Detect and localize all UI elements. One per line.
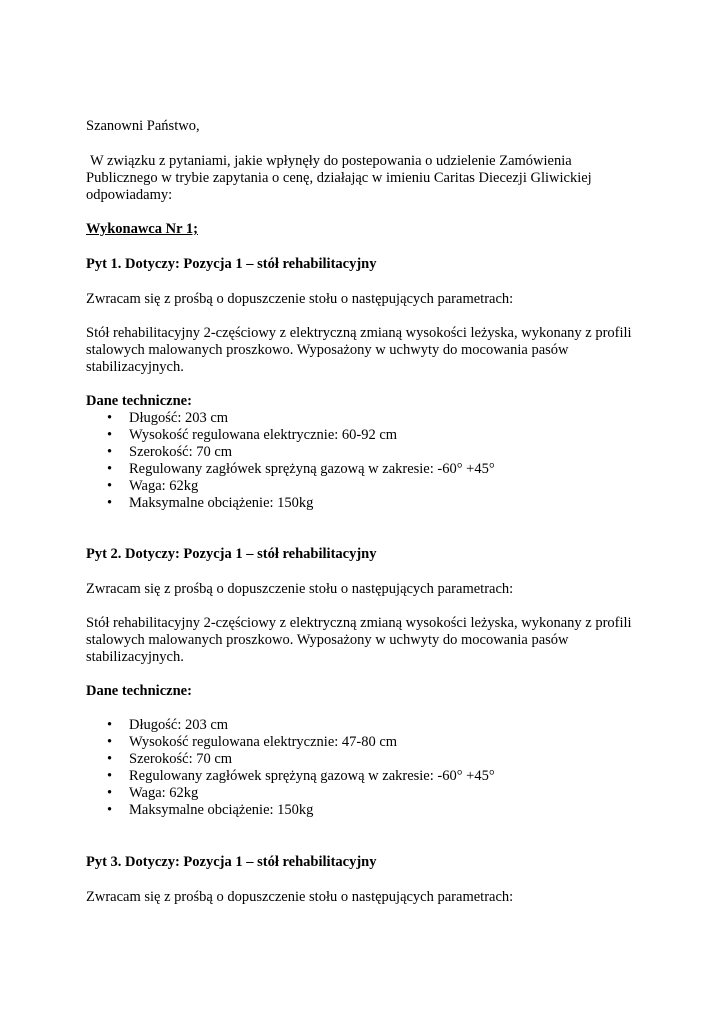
question-1	[86, 256, 686, 512]
bullet-icon: •	[107, 495, 113, 511]
spec-list	[86, 410, 686, 512]
intro-line: W związku z pytaniami, jakie wpłynęły do postepowania o udzielenie Zamówienia	[90, 153, 572, 169]
section-spacer	[86, 819, 686, 854]
question-title: Pyt 1. Dotyczy: Pozycja 1 – stół rehabilitacyjny	[86, 256, 377, 272]
bullet-icon: •	[107, 410, 113, 426]
bullet-icon: •	[107, 768, 113, 784]
contractor-heading: Wykonawca Nr 1;	[86, 221, 198, 237]
spec-text: Długość: 203 cm	[129, 410, 229, 426]
spec-text: Wysokość regulowana elektrycznie: 47-80 cm	[129, 734, 398, 750]
list-item	[86, 751, 686, 768]
spec-text: Maksymalne obciążenie: 150kg	[129, 495, 314, 511]
greeting: Szanowni Państwo,	[86, 118, 200, 134]
table-description	[86, 325, 686, 376]
bullet-icon: •	[107, 785, 113, 801]
list-item	[86, 461, 686, 478]
description-line: stabilizacyjnych.	[86, 359, 184, 375]
description-line: stabilizacyjnych.	[86, 649, 184, 665]
question-3	[86, 854, 686, 906]
spec-text: Regulowany zagłówek sprężyną gazową w zakresie: -60° +45°	[129, 768, 495, 784]
list-item	[86, 768, 686, 785]
description-line: Stół rehabilitacyjny 2-częściowy z elektryczną zmianą wysokości leżyska, wykonany z profili	[86, 325, 632, 341]
list-item	[86, 427, 686, 444]
intro-line: Publicznego w trybie zapytania o cenę, działając w imieniu Caritas Diecezji Gliwickiej	[86, 170, 592, 186]
list-item	[86, 478, 686, 495]
tech-specs-heading: Dane techniczne:	[86, 683, 192, 699]
list-item	[86, 785, 686, 802]
spec-text: Regulowany zagłówek sprężyną gazową w zakresie: -60° +45°	[129, 461, 495, 477]
list-item	[86, 802, 686, 819]
question-title: Pyt 3. Dotyczy: Pozycja 1 – stół rehabilitacyjny	[86, 854, 377, 870]
question-request: Zwracam się z prośbą o dopuszczenie stołu o następujących parametrach:	[86, 889, 514, 905]
spec-list	[86, 717, 686, 819]
spec-text: Waga: 62kg	[129, 785, 199, 801]
description-line: stalowych malowanych proszkowo. Wyposażony w uchwyty do mocowania pasów	[86, 632, 569, 648]
bullet-icon: •	[107, 478, 113, 494]
intro-line: odpowiadamy:	[86, 187, 173, 203]
spec-text: Szerokość: 70 cm	[129, 751, 233, 767]
section-spacer	[86, 512, 686, 546]
bullet-icon: •	[107, 734, 113, 750]
spec-text: Waga: 62kg	[129, 478, 199, 494]
question-request: Zwracam się z prośbą o dopuszczenie stołu o następujących parametrach:	[86, 581, 514, 597]
question-request: Zwracam się z prośbą o dopuszczenie stołu o następujących parametrach:	[86, 291, 514, 307]
description-line: Stół rehabilitacyjny 2-częściowy z elektryczną zmianą wysokości leżyska, wykonany z profili	[86, 615, 632, 631]
spec-text: Wysokość regulowana elektrycznie: 60-92 cm	[129, 427, 398, 443]
list-item	[86, 734, 686, 751]
bullet-icon: •	[107, 717, 113, 733]
spec-text: Maksymalne obciążenie: 150kg	[129, 802, 314, 818]
tech-specs-heading: Dane techniczne:	[86, 393, 192, 409]
intro-paragraph	[86, 153, 686, 204]
table-description	[86, 615, 686, 666]
list-item	[86, 717, 686, 734]
list-item	[86, 410, 686, 427]
bullet-icon: •	[107, 444, 113, 460]
bullet-icon: •	[107, 751, 113, 767]
list-item	[86, 444, 686, 461]
bullet-icon: •	[107, 461, 113, 477]
spec-text: Długość: 203 cm	[129, 717, 229, 733]
question-title: Pyt 2. Dotyczy: Pozycja 1 – stół rehabilitacyjny	[86, 546, 377, 562]
description-line: stalowych malowanych proszkowo. Wyposażony w uchwyty do mocowania pasów	[86, 342, 569, 358]
list-item	[86, 495, 686, 512]
bullet-icon: •	[107, 427, 113, 443]
question-2	[86, 546, 686, 819]
bullet-icon: •	[107, 802, 113, 818]
document-body	[86, 118, 686, 923]
spec-text: Szerokość: 70 cm	[129, 444, 233, 460]
